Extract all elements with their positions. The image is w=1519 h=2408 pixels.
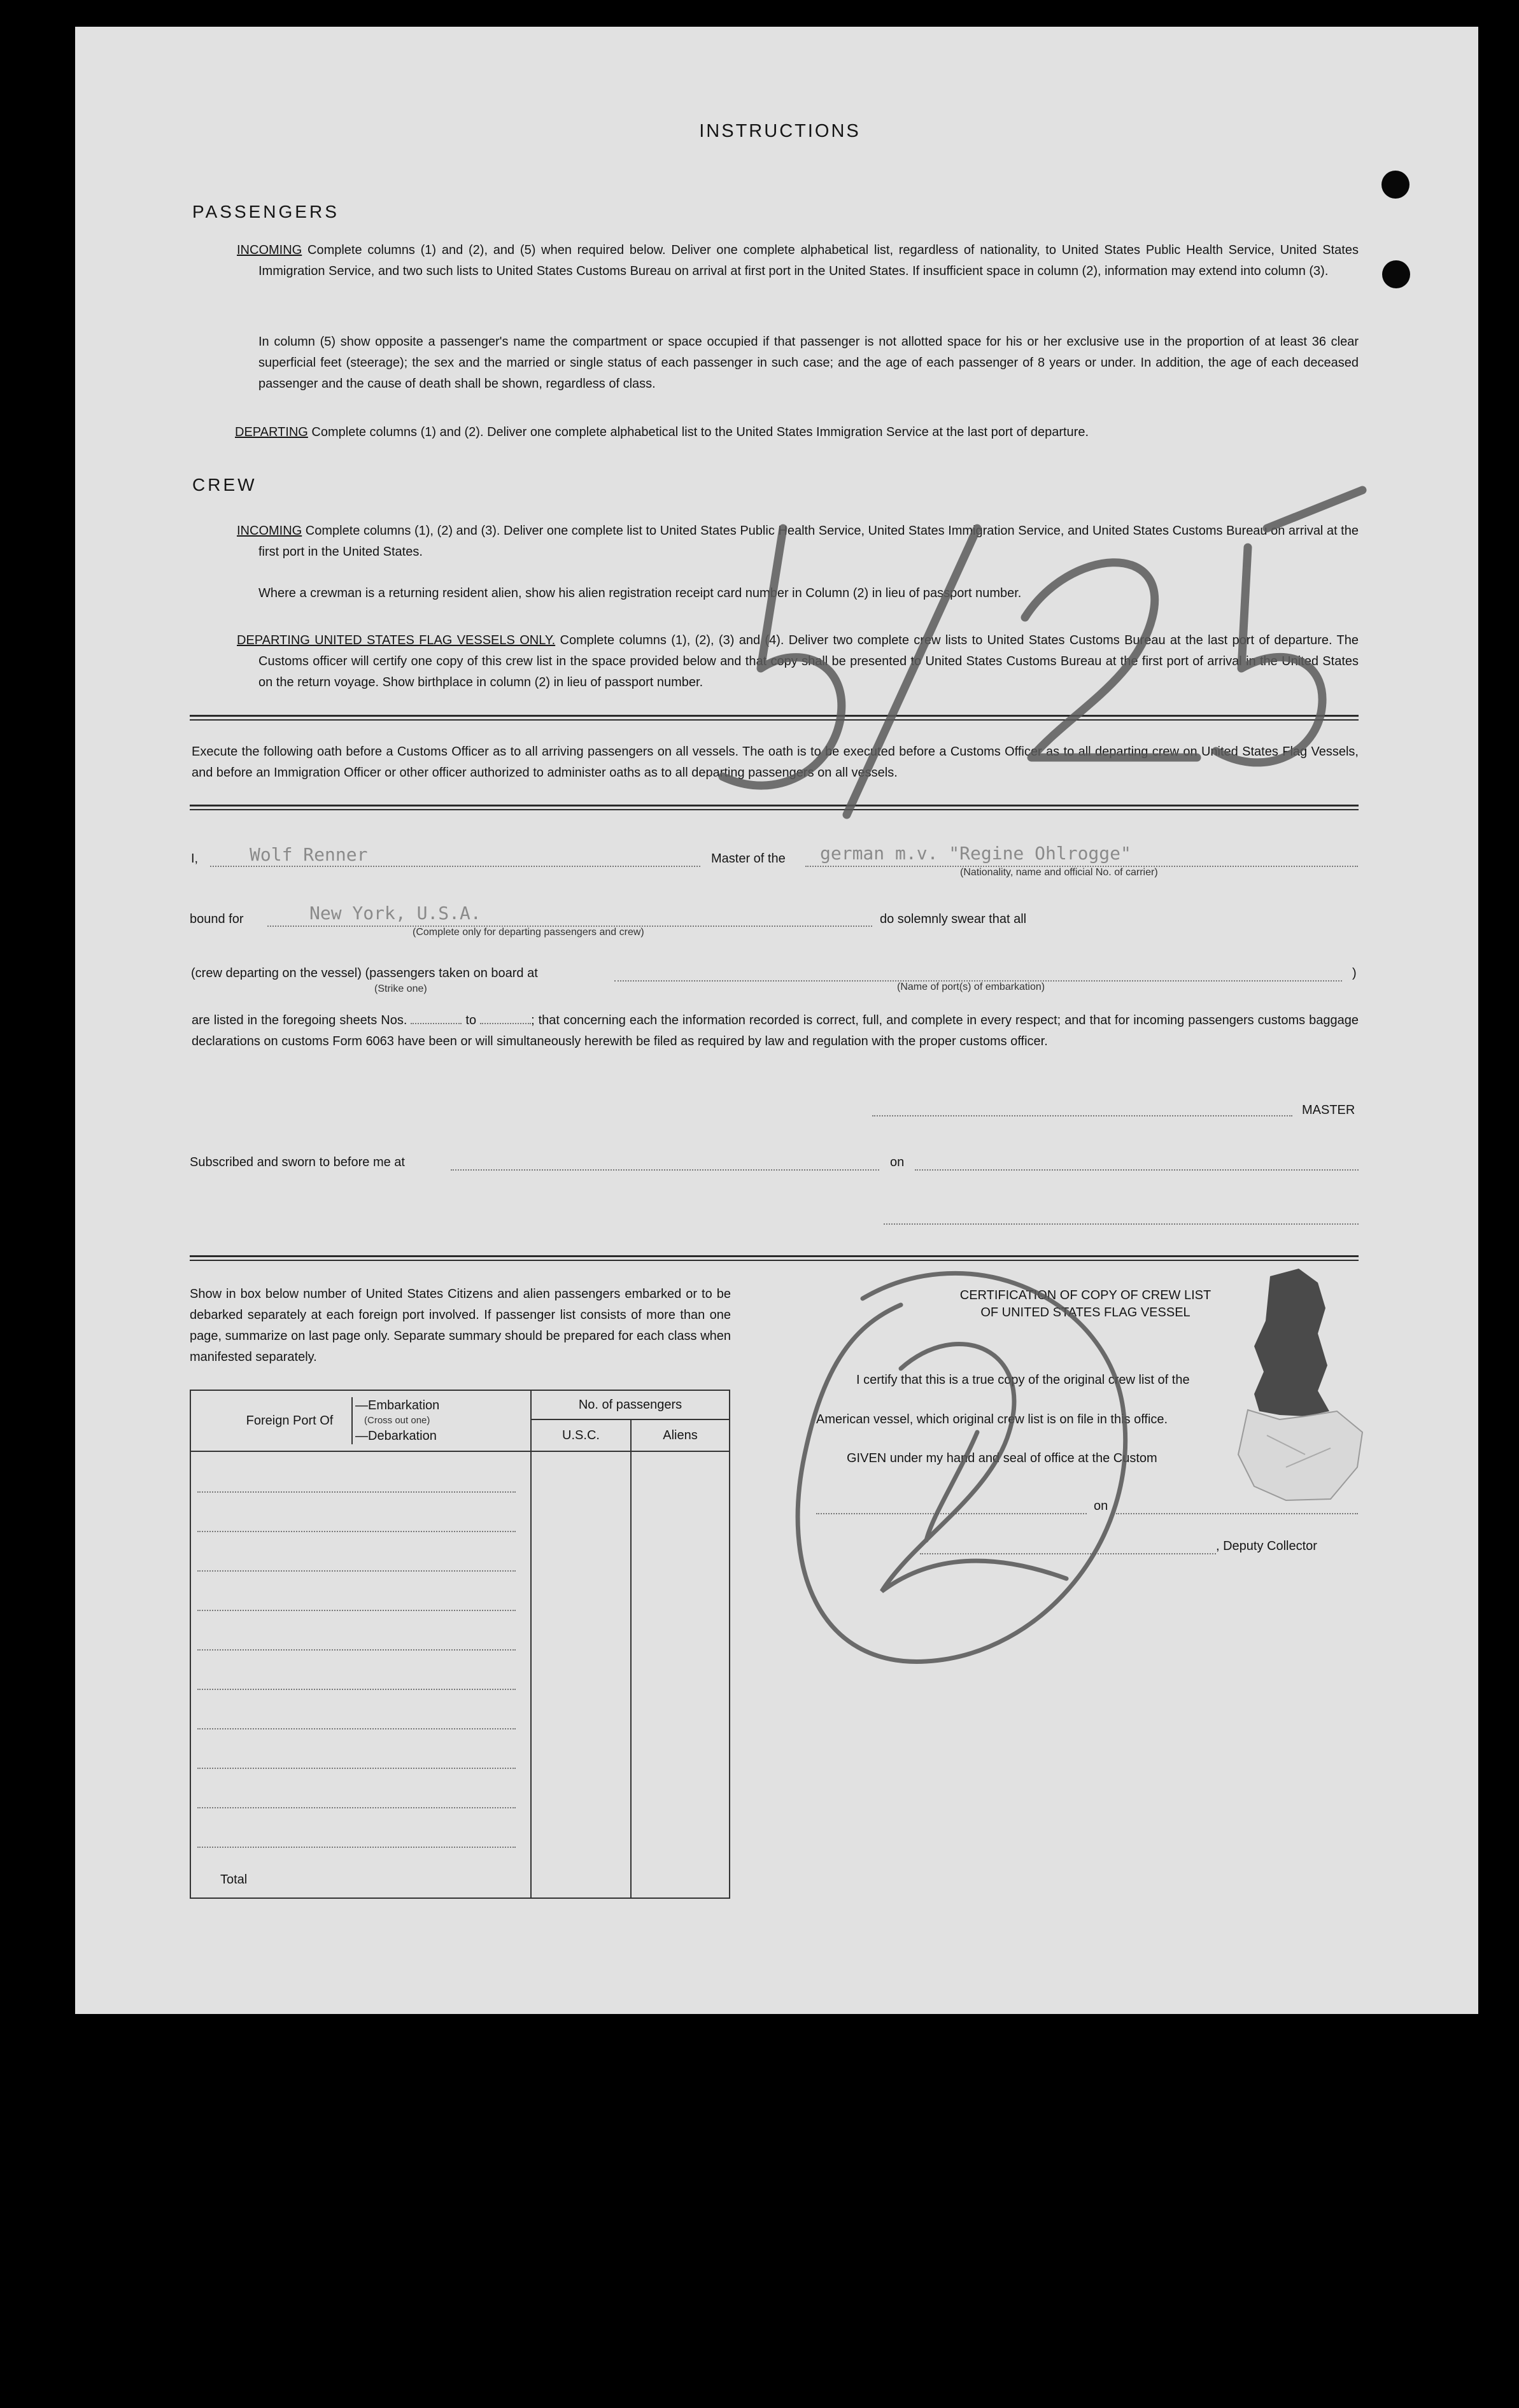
sheet-to-field[interactable]	[480, 1023, 531, 1024]
aliens-header: Aliens	[631, 1419, 730, 1451]
punch-hole-bottom	[1382, 260, 1410, 288]
embarkation-option[interactable]: —Embarkation	[355, 1398, 440, 1412]
passengers-column5-paragraph: In column (5) show opposite a passenger's name the compartment or space occupied if that passenger is not allotted space for his or her exclusive use in the proportion of at least 36 clear superficial feet (steerage); the sex and the married or single status of each passenger in such case; and the age of each passenger of 8 years or under. In addition, the age of each deceased passenger and the cause of death shall be shown, regardless of class.	[258, 335, 1359, 391]
passengers-incoming-paragraph	[237, 240, 1359, 282]
aliens-count-cell[interactable]	[631, 1451, 730, 1898]
listed-paragraph	[192, 1010, 1359, 1052]
master-of-label: Master of the	[711, 852, 786, 866]
deputy-collector-label: , Deputy Collector	[1216, 1539, 1317, 1553]
certification-line1: I certify that this is a true copy of the original crew list of the	[856, 1373, 1190, 1387]
vessel-caption: (Nationality, name and official No. of carrier)	[960, 867, 1158, 878]
crew-passengers-text: (crew departing on the vessel) (passengers taken on board at	[191, 966, 538, 980]
master-name-line	[210, 866, 700, 867]
certification-title-line2: OF UNITED STATES FLAG VESSEL	[980, 1306, 1190, 1320]
crew-incoming-text: Complete columns (1), (2) and (3). Deliver one complete list to United States Public Health Service, United States Immigration Service, and United States Customs Bureau on arrival at the first port in the United States.	[258, 524, 1359, 559]
port-entries-cell[interactable]	[190, 1451, 531, 1898]
master-name-field[interactable]: Wolf Renner	[250, 844, 368, 865]
certification-title-line1: CERTIFICATION OF COPY OF CREW LIST	[959, 1288, 1212, 1302]
sheet-from-field[interactable]	[411, 1023, 462, 1024]
pencil-number-annotation	[688, 471, 1401, 840]
passengers-incoming-text: Complete columns (1) and (2), and (5) when required below. Deliver one complete alphabetical list, regardless of nationality, to United States Public Health Service, United States Immigration Service, and two such lists to United States Customs Bureau on arrival at first port in the United States. If insufficient space in column (2), information may extend into column (3).	[258, 243, 1359, 278]
close-paren: )	[1352, 966, 1357, 980]
ports-caption: (Name of port(s) of embarkation)	[897, 982, 1045, 992]
destination-field[interactable]: New York, U.S.A.	[309, 903, 481, 924]
passengers-departing-text: Complete columns (1) and (2). Deliver one complete alphabetical list to the United States Immigration Service at the last port of departure.	[311, 425, 1089, 439]
cross-out-note: (Cross out one)	[364, 1415, 430, 1426]
master-signature-label: MASTER	[1302, 1103, 1355, 1117]
circled-number-annotation	[767, 1222, 1149, 1680]
passengers-departing-label: DEPARTING	[235, 425, 308, 439]
sworn-place-line[interactable]	[451, 1169, 879, 1171]
foreign-port-label: Foreign Port Of	[246, 1414, 334, 1428]
to-word: to	[465, 1013, 477, 1027]
bound-for-label: bound for	[190, 912, 244, 926]
listed-prefix: are listed in the foregoing sheets Nos.	[192, 1013, 407, 1027]
subscribed-label: Subscribed and sworn to before me at	[190, 1155, 405, 1169]
passengers-incoming-label: INCOMING	[237, 243, 302, 257]
oath-intro-paragraph: Execute the following oath before a Customs Officer as to all arriving passengers on all vessels. The oath is to be executed before a Customs Officer as to all departing crew on United States Flag Vessels, and before an Immigration Officer or other officer authorized to administer oaths as to all departing passengers on all vessels.	[192, 745, 1359, 780]
crew-heading: CREW	[192, 475, 257, 495]
punch-hole-top	[1381, 171, 1409, 199]
no-passengers-header: No. of passengers	[531, 1390, 730, 1419]
destination-caption: (Complete only for departing passengers and crew)	[413, 927, 644, 938]
debarkation-option[interactable]: —Debarkation	[355, 1429, 437, 1443]
sworn-date-line[interactable]	[915, 1169, 1359, 1171]
passengers-departing-paragraph	[235, 422, 1359, 443]
listed-text: ; that concerning each the information recorded is correct, full, and complete in every respect; and that for incoming passengers customs baggage declarations on customs Form 6063 have been or will simultaneously herewith be filed as required by law and regulation with the proper customs officer.	[192, 1013, 1359, 1048]
usc-header: U.S.C.	[531, 1419, 631, 1451]
certification-line3: GIVEN under my hand and seal of office at the Custom	[847, 1451, 1157, 1465]
page-title: INSTRUCTIONS	[699, 121, 861, 141]
swear-text: do solemnly swear that all	[880, 912, 1027, 926]
master-signature-line[interactable]	[872, 1115, 1292, 1116]
oath-i-label: I,	[191, 852, 199, 866]
passengers-heading: PASSENGERS	[192, 202, 339, 222]
pencil-figure-strokes	[723, 490, 1362, 815]
certification-line2: American vessel, which original crew list is on file in this office.	[816, 1412, 1168, 1426]
passenger-summary-table	[190, 1390, 730, 1899]
torn-seal-remnant	[1210, 1264, 1375, 1512]
usc-count-cell[interactable]	[531, 1451, 631, 1898]
total-label: Total	[220, 1873, 248, 1887]
foreign-port-header	[190, 1390, 531, 1451]
sworn-on-label: on	[890, 1155, 905, 1169]
vessel-field[interactable]: german m.v. "Regine Ohlrogge"	[820, 843, 1131, 864]
crew-departing-text: Complete columns (1), (2), (3) and (4). Deliver two complete crew lists to United States Customs Bureau at the last port of departure. The Customs officer will certify one copy of this crew list in the space provided below and that copy shall be presented to United States Customs Bureau at the first port of arrival in the United States on the return voyage. Show birthplace in column (2) in lieu of passport number.	[258, 633, 1359, 689]
crew-departing-label: DEPARTING UNITED STATES FLAG VESSELS ONLY.	[237, 633, 556, 647]
crew-incoming-label: INCOMING	[237, 524, 302, 538]
strike-one-caption: (Strike one)	[374, 983, 427, 994]
summary-instructions: Show in box below number of United States Citizens and alien passengers embarked or to be debarked separately at each foreign port involved. If passenger list consists of more than one page, summarize on last page only. Separate summary should be prepared for each class when manifested separately.	[190, 1287, 731, 1364]
certification-date-line[interactable]	[1116, 1513, 1358, 1514]
certification-on-label: on	[1094, 1499, 1108, 1513]
crew-resident-paragraph: Where a crewman is a returning resident alien, show his alien registration receipt card number in Column (2) in lieu of passport number.	[258, 586, 1022, 600]
